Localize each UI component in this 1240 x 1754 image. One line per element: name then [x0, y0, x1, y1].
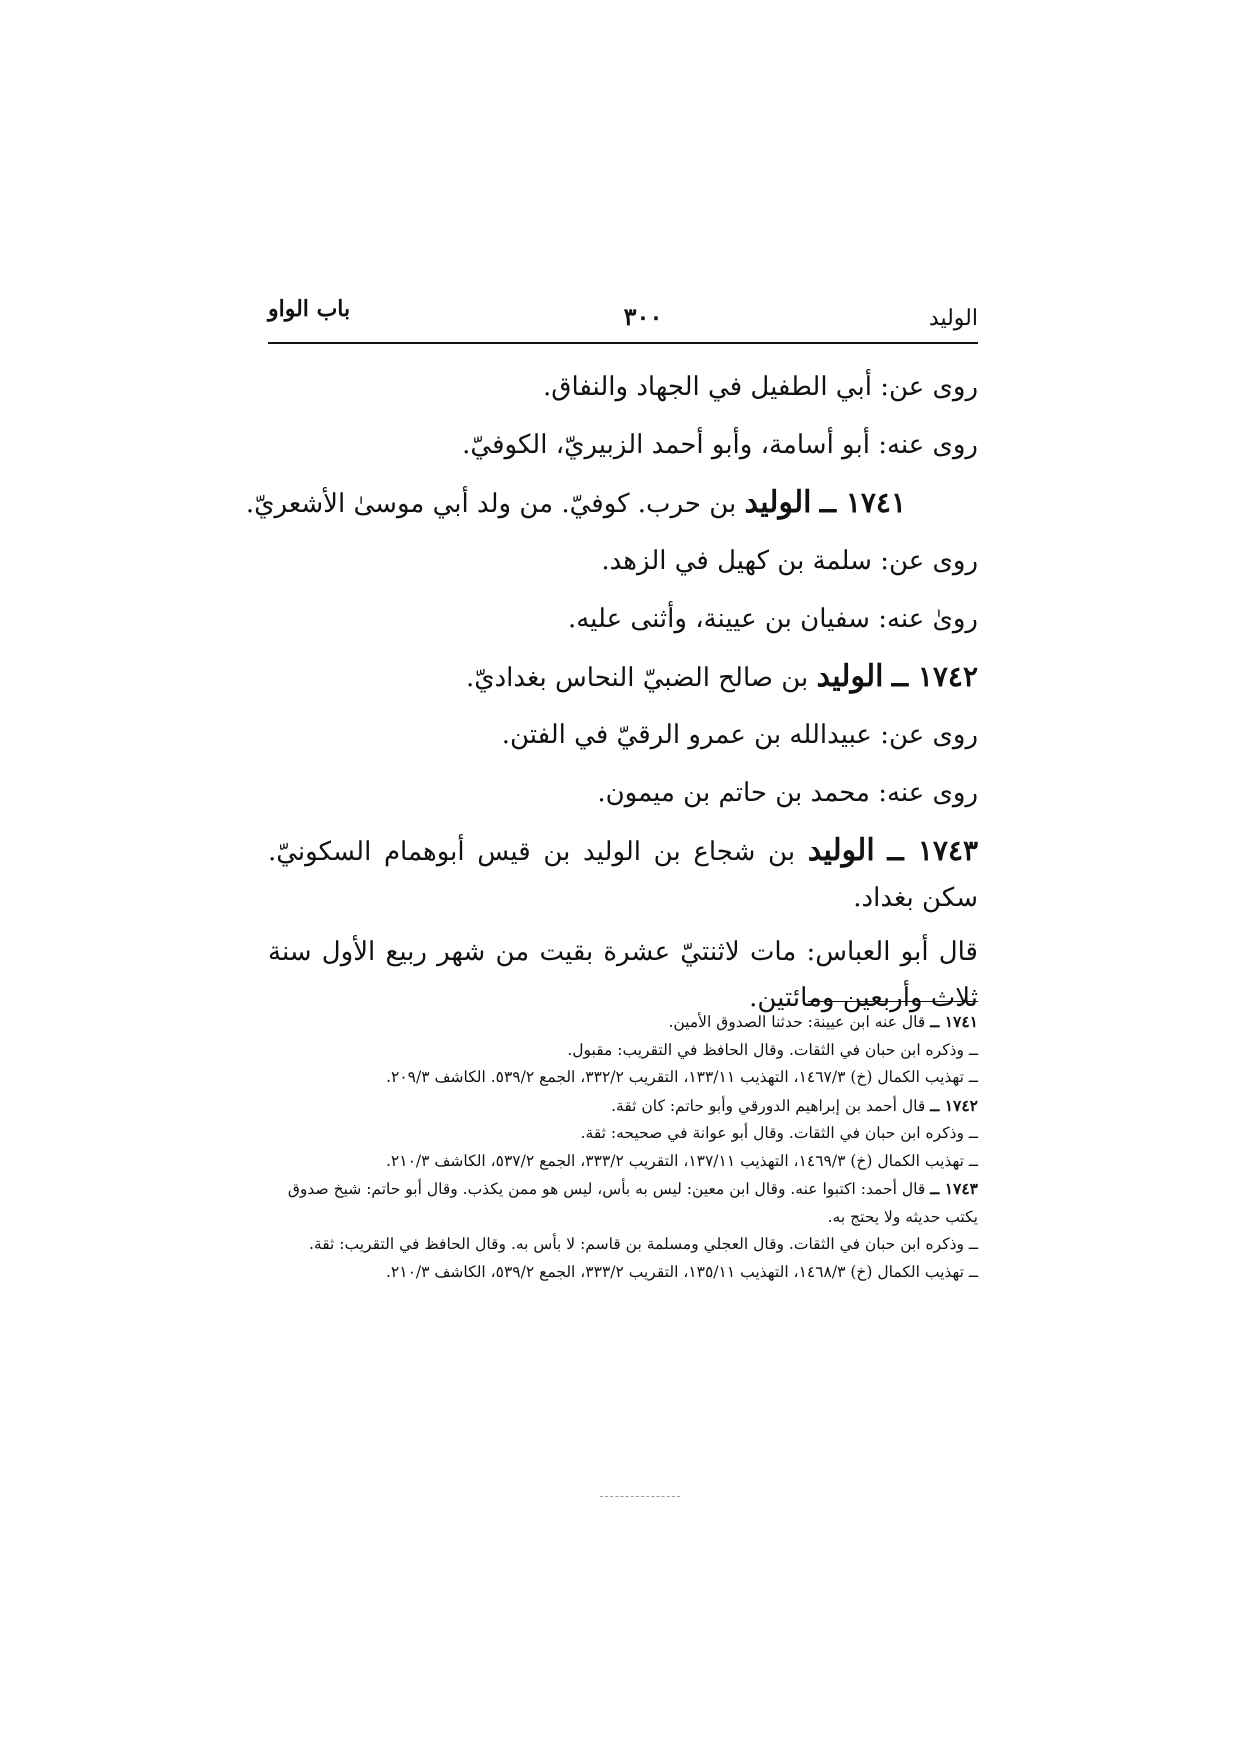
- entry-text: بن حرب. كوفيّ. من ولد أبي موسىٰ الأشعريّ.: [245, 489, 737, 519]
- entry-text: بن شجاع بن الوليد بن قيس أبوهمام السكونيّ. سكن بغداد.: [268, 837, 978, 913]
- footnotes: [268, 1008, 978, 1286]
- entry-1741: [245, 474, 978, 532]
- footnote-line: [268, 1008, 978, 1037]
- page-number: ٣٠٠: [623, 302, 663, 331]
- main-text: [245, 358, 979, 1021]
- header-rule: [268, 342, 978, 344]
- footnote-line: ــ وذكره ابن حبان في الثقات. وقال العجلي ومسلمة بن قاسم: لا بأس به. وقال الحافظ في التقريب: ثقة.: [308, 1235, 978, 1253]
- footnote-1742: [268, 1092, 978, 1176]
- text-line: روى عن: سلمة بن كهيل في الزهد.: [601, 546, 978, 576]
- entry-number: ١٧٤٢ ــ: [891, 660, 978, 693]
- entry-name: الوليد: [816, 659, 884, 694]
- footnote-line: [268, 1175, 978, 1231]
- footnote-line: [268, 1092, 978, 1121]
- footnote-line: ــ وذكره ابن حبان في الثقات. وقال الحافظ في التقريب: مقبول.: [567, 1040, 978, 1059]
- page-header: [268, 292, 978, 336]
- footnote-line: ــ تهذيب الكمال (خ) ١٤٦٨/٣، التهذيب ١٣٥/١١، التقريب ٣٣٣/٢، الجمع ٥٣٩/٢، الكاشف ٢١٠/٣.: [385, 1262, 978, 1281]
- entry-number: ١٧٤١ ــ: [819, 486, 906, 519]
- bottom-scan-mark: [600, 1496, 680, 1497]
- entry-text: بن صالح الضبيّ النحاس بغداديّ.: [465, 663, 809, 693]
- footnote-line: ــ وذكره ابن حبان في الثقات. وقال أبو عوانة في صحيحه: ثقة.: [580, 1124, 978, 1142]
- text-line: روى عن: عبيدالله بن عمرو الرقيّ في الفتن.: [501, 720, 978, 750]
- text-paragraph: قال أبو العباس: مات لاثنتيّ عشرة بقيت من شهر ربيع الأول سنة ثلاث وأربعين ومائتين.: [268, 937, 978, 1013]
- text-line: روىٰ عنه: سفيان بن عيينة، وأثنى عليه.: [567, 604, 978, 634]
- footnote-rule: [808, 1001, 978, 1002]
- footnote-text: قال أحمد: اكتبوا عنه. وقال ابن معين: ليس به بأس، ليس هو ممن يكذب. وقال أبو حاتم: شيخ صدوق يكتب حديثه ولا يحتج به.: [287, 1180, 978, 1226]
- footnote-text: قال عنه ابن عيينة: حدثنا الصدوق الأمين.: [668, 1013, 926, 1031]
- entry-name: الوليد: [744, 485, 812, 520]
- footnote-number: ١٧٤٣ ــ: [930, 1179, 978, 1198]
- footnote-number: ١٧٤٢ ــ: [930, 1095, 978, 1115]
- footnote-line: ــ تهذيب الكمال (خ) ١٤٦٩/٣، التهذيب ١٣٧/١١، التقريب ٣٣٣/٢، الجمع ٥٣٧/٢، الكاشف ٢١٠/٣.: [385, 1151, 978, 1170]
- running-head: الوليد: [928, 306, 978, 331]
- footnote-number: ١٧٤١ ــ: [930, 1012, 978, 1031]
- footnote-text: قال أحمد بن إبراهيم الدورقي وأبو حاتم: كان ثقة.: [611, 1096, 926, 1115]
- chapter-title: باب الواو: [268, 296, 351, 322]
- entry-name: الوليد: [807, 833, 875, 868]
- text-line: روى عن: أبي الطفيل في الجهاد والنفاق.: [543, 372, 978, 402]
- footnote-1741: [268, 1008, 978, 1092]
- entry-1742: [268, 648, 978, 706]
- footnote-line: ــ تهذيب الكمال (خ) ١٤٦٧/٣، التهذيب ١٣٣/١١، التقريب ٣٣٢/٢، الجمع ٥٣٩/٢. الكاشف ٢٠٩/٣.: [386, 1068, 978, 1086]
- entry-1743: [268, 828, 978, 921]
- text-line: روى عنه: محمد بن حاتم بن ميمون.: [597, 778, 978, 808]
- entry-number: ١٧٤٣ ــ: [887, 834, 979, 867]
- footnote-1743: [268, 1175, 978, 1286]
- text-line: روى عنه: أبو أسامة، وأبو أحمد الزبيريّ، الكوفيّ.: [462, 430, 978, 460]
